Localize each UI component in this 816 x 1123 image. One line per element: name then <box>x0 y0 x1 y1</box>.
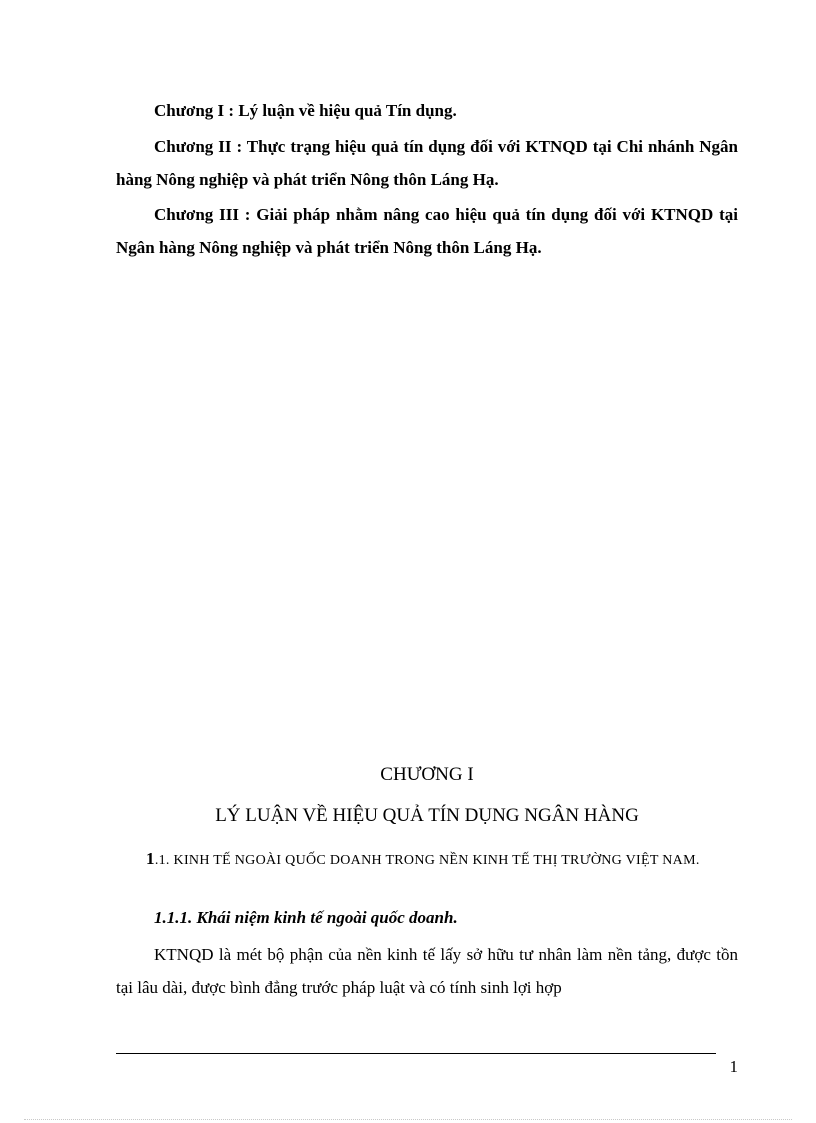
page-edge-divider <box>24 1119 792 1120</box>
body-paragraph: KTNQD là mét bộ phận của nền kinh tế lấy sở hữu tư nhân làm nền tảng, được tồn tại lâu dài, được bình đẳng trước pháp luật và có tính sinh lợi hợp <box>116 945 738 997</box>
section-heading <box>116 842 738 877</box>
page-number: 1 <box>729 1057 738 1076</box>
section-number-rest: .1. <box>154 853 170 868</box>
intro-chapter-1-line: Chương I : Lý luận về hiệu quả Tín dụng. <box>154 101 457 120</box>
chapter-label: CHƯƠNG I <box>380 764 474 785</box>
footer-rule <box>116 1053 716 1054</box>
section-title: KINH TẾ NGOÀI QUỐC DOANH TRONG NỀN KINH TẾ THỊ TRƯỜNG VIỆT NAM. <box>173 853 700 868</box>
chapter-title: LÝ LUẬN VỀ HIỆU QUẢ TÍN DỤNG NGÂN HÀNG <box>215 805 639 826</box>
intro-chapter-3-line: Chương III : Giải pháp nhằm nâng cao hiệu quả tín dụng đối với KTNQD tại Ngân hàng Nông nghiệp và phát triển Nông thôn Láng Hạ. <box>116 205 738 257</box>
intro-chapter-2-line: Chương II : Thực trạng hiệu quả tín dụng đối với KTNQD tại Chi nhánh Ngân hàng Nông nghiệp và phát triển Nông thôn Láng Hạ. <box>116 137 738 189</box>
section-number-main: 1 <box>146 849 155 868</box>
subsection-heading: 1.1.1. Khái niệm kinh tế ngoài quốc doanh. <box>154 908 458 927</box>
